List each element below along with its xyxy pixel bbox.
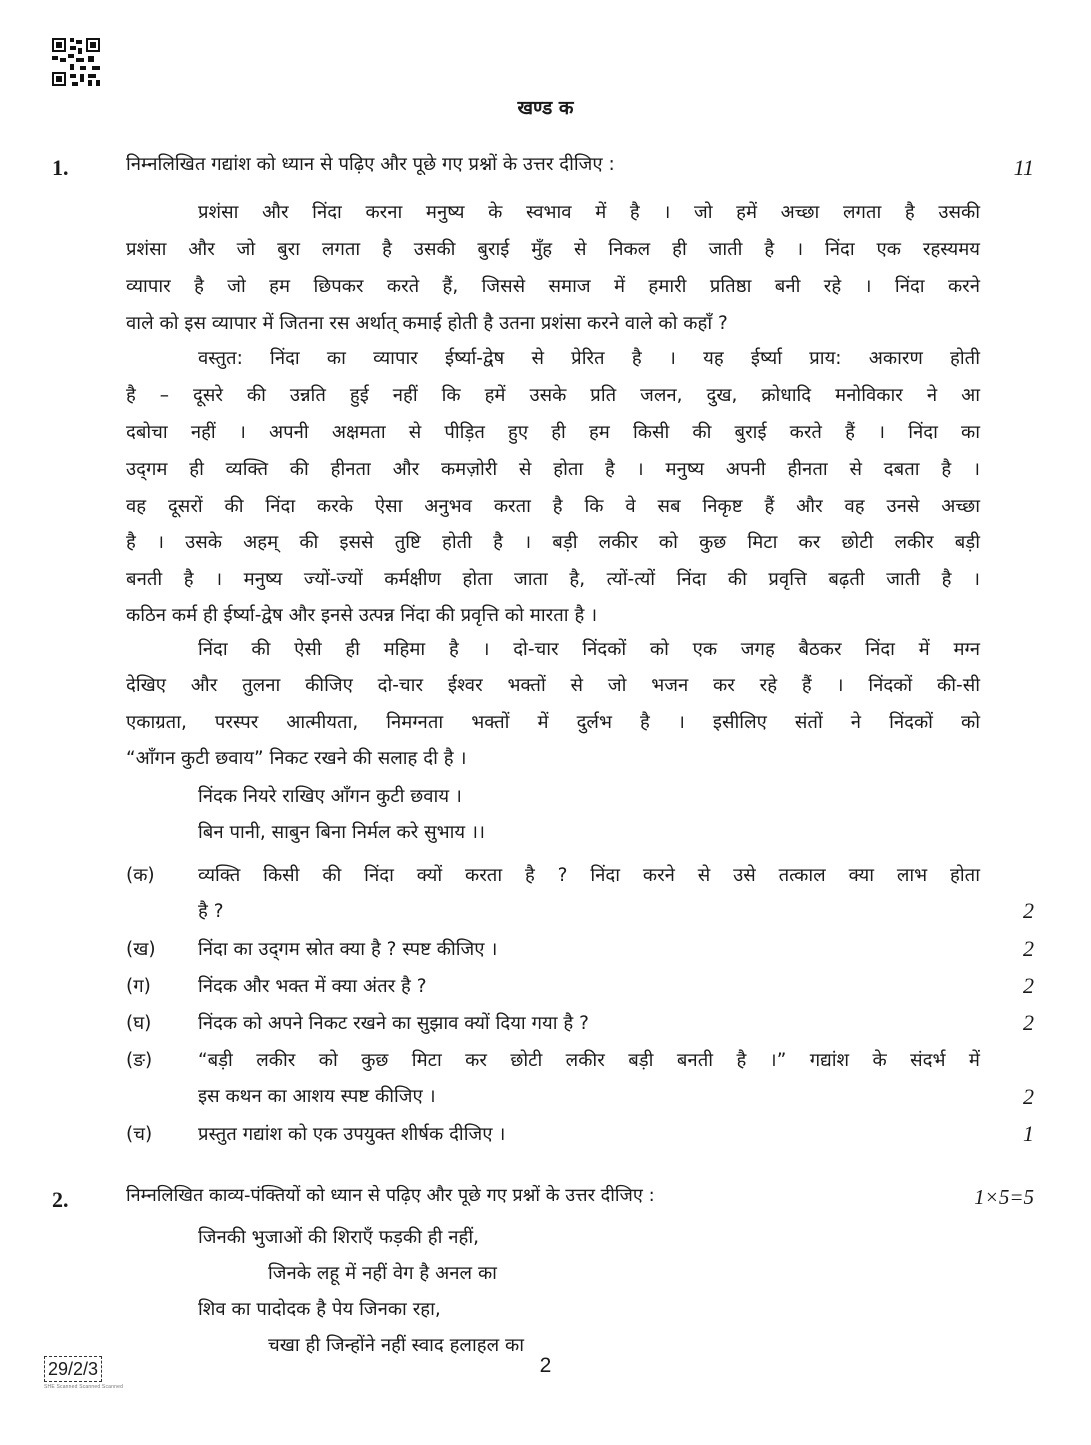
subquestion-text: निंदा का उद्‌गम स्रोत क्या है ? स्पष्ट कीजिए । xyxy=(198,939,498,960)
subquestion-label: (घ) xyxy=(126,1013,152,1034)
subquestion-label: (ङ) xyxy=(126,1050,153,1071)
passage-line: प्रशंसा और निंदा करना मनुष्य के स्वभाव में है । जो हमें अच्छा लगता है उसकी xyxy=(198,202,980,223)
passage-line: है । उसके अहम् की इससे तुष्टि होती है । बड़ी लकीर को कुछ मिटा कर छोटी लकीर बड़ी xyxy=(126,532,980,553)
question-2-marks: 1×5=5 xyxy=(974,1185,1034,1209)
passage-line: निंदा की ऐसी ही महिमा है । दो-चार निंदकों को एक जगह बैठकर निंदा में मग्न xyxy=(198,639,980,660)
page-number: 2 xyxy=(539,1354,552,1377)
subquestion-marks: 2 xyxy=(1023,898,1034,923)
subquestion-label: (ख) xyxy=(126,939,156,960)
paper-code: 29/2/3 xyxy=(44,1356,102,1382)
passage-line: व्यापार है जो हम छिपकर करते हैं, जिससे समाज में हमारी प्रतिष्ठा बनी रहे । निंदा करने xyxy=(126,276,980,297)
subquestion-label: (ग) xyxy=(126,976,151,997)
subquestion-text: व्यक्ति किसी की निंदा क्यों करता है ? निंदा करने से उसे तत्काल क्या लाभ होता xyxy=(198,865,980,886)
subquestion-text: है ? xyxy=(198,901,224,922)
poem-line: जिनकी भुजाओं की शिराएँ फड़की ही नहीं, xyxy=(198,1227,479,1248)
subquestion-marks: 2 xyxy=(1023,936,1034,961)
couplet-line: निंदक नियरे राखिए आँगन कुटी छवाय । xyxy=(198,786,462,807)
subquestion-marks: 2 xyxy=(1023,1084,1034,1109)
poem-line: चखा ही जिन्होंने नहीं स्वाद हलाहल का xyxy=(268,1335,525,1356)
passage-line: “आँगन कुटी छवाय” निकट रखने की सलाह दी है । xyxy=(126,748,467,769)
qr-code-icon xyxy=(52,38,100,86)
section-title: खण्ड क xyxy=(517,97,574,119)
passage-line: वाले को इस व्यापार में जितना रस अर्थात् कमाई होती है उतना प्रशंसा करने वाले को कहाँ ? xyxy=(126,313,728,334)
subquestion-text: निंदक को अपने निकट रखने का सुझाव क्यों दिया गया है ? xyxy=(198,1013,589,1034)
subquestion-text: “बड़ी लकीर को कुछ मिटा कर छोटी लकीर बड़ी बनती है ।” गद्यांश के संदर्भ में xyxy=(198,1050,980,1071)
question-1-number: 1. xyxy=(52,155,69,180)
passage-line: देखिए और तुलना कीजिए दो-चार ईश्वर भक्तों से जो भजन कर रहे हैं । निंदकों की-सी xyxy=(126,675,980,696)
subquestion-marks: 2 xyxy=(1023,973,1034,998)
question-2-instruction: निम्नलिखित काव्य-पंक्तियों को ध्यान से पढ़िए और पूछे गए प्रश्नों के उत्तर दीजिए : xyxy=(126,1185,655,1206)
poem-line: जिनके लहू में नहीं वेग है अनल का xyxy=(268,1263,497,1284)
passage-line: है – दूसरे की उन्नति हुई नहीं कि हमें उसके प्रति जलन, दुख, क्रोधादि मनोविकार ने आ xyxy=(126,385,980,406)
subquestion-label: (च) xyxy=(126,1124,153,1145)
passage-line: प्रशंसा और जो बुरा लगता है उसकी बुराई मुँह से निकल ही जाती है । निंदा एक रहस्यमय xyxy=(126,239,980,260)
question-2-number: 2. xyxy=(52,1187,69,1212)
subquestion-text: निंदक और भक्त में क्या अंतर है ? xyxy=(198,976,427,997)
subquestion-label: (क) xyxy=(126,865,155,886)
passage-line: उद्‌गम ही व्यक्ति की हीनता और कमज़ोरी से होता है । मनुष्य अपनी हीनता से दबता है । xyxy=(126,459,980,480)
couplet-line: बिन पानी, साबुन बिना निर्मल करे सुभाय ।। xyxy=(198,822,486,843)
passage-line: बनती है । मनुष्य ज्यों-ज्यों कर्मक्षीण होता जाता है, त्यों-त्यों निंदा की प्रवृत्ति बढ़ती जाती है । xyxy=(126,569,980,590)
subquestion-marks: 1 xyxy=(1023,1121,1034,1146)
subquestion-text: प्रस्तुत गद्यांश को एक उपयुक्त शीर्षक दीजिए । xyxy=(198,1124,506,1145)
passage-line: वह दूसरों की निंदा करके ऐसा अनुभव करता है कि वे सब निकृष्ट हैं और वह उनसे अच्छा xyxy=(126,496,980,517)
question-1-instruction: निम्नलिखित गद्यांश को ध्यान से पढ़िए और पूछे गए प्रश्नों के उत्तर दीजिए : xyxy=(126,154,615,175)
poem-line: शिव का पादोदक है पेय जिनका रहा, xyxy=(198,1299,441,1320)
subquestion-text: इस कथन का आशय स्पष्ट कीजिए । xyxy=(198,1086,436,1107)
passage-line: एकाग्रता, परस्पर आत्मीयता, निमग्नता भक्तों में दुर्लभ है । इसीलिए संतों ने निंदकों को xyxy=(126,712,980,733)
passage-line: कठिन कर्म ही ईर्ष्या-द्वेष और इनसे उत्पन्न निंदा की प्रवृत्ति को मारता है । xyxy=(126,605,598,626)
passage-line: दबोचा नहीं । अपनी अक्षमता से पीड़ित हुए ही हम किसी की बुराई करते हैं । निंदा का xyxy=(126,422,980,443)
question-1-marks: 11 xyxy=(1013,155,1034,180)
passage-line: वस्तुत: निंदा का व्यापार ईर्ष्या-द्वेष से प्रेरित है । यह ईर्ष्या प्राय: अकारण होती xyxy=(198,348,980,369)
scanner-watermark: SHE Scanned Scanned Scanned xyxy=(44,1384,124,1390)
subquestion-marks: 2 xyxy=(1023,1010,1034,1035)
